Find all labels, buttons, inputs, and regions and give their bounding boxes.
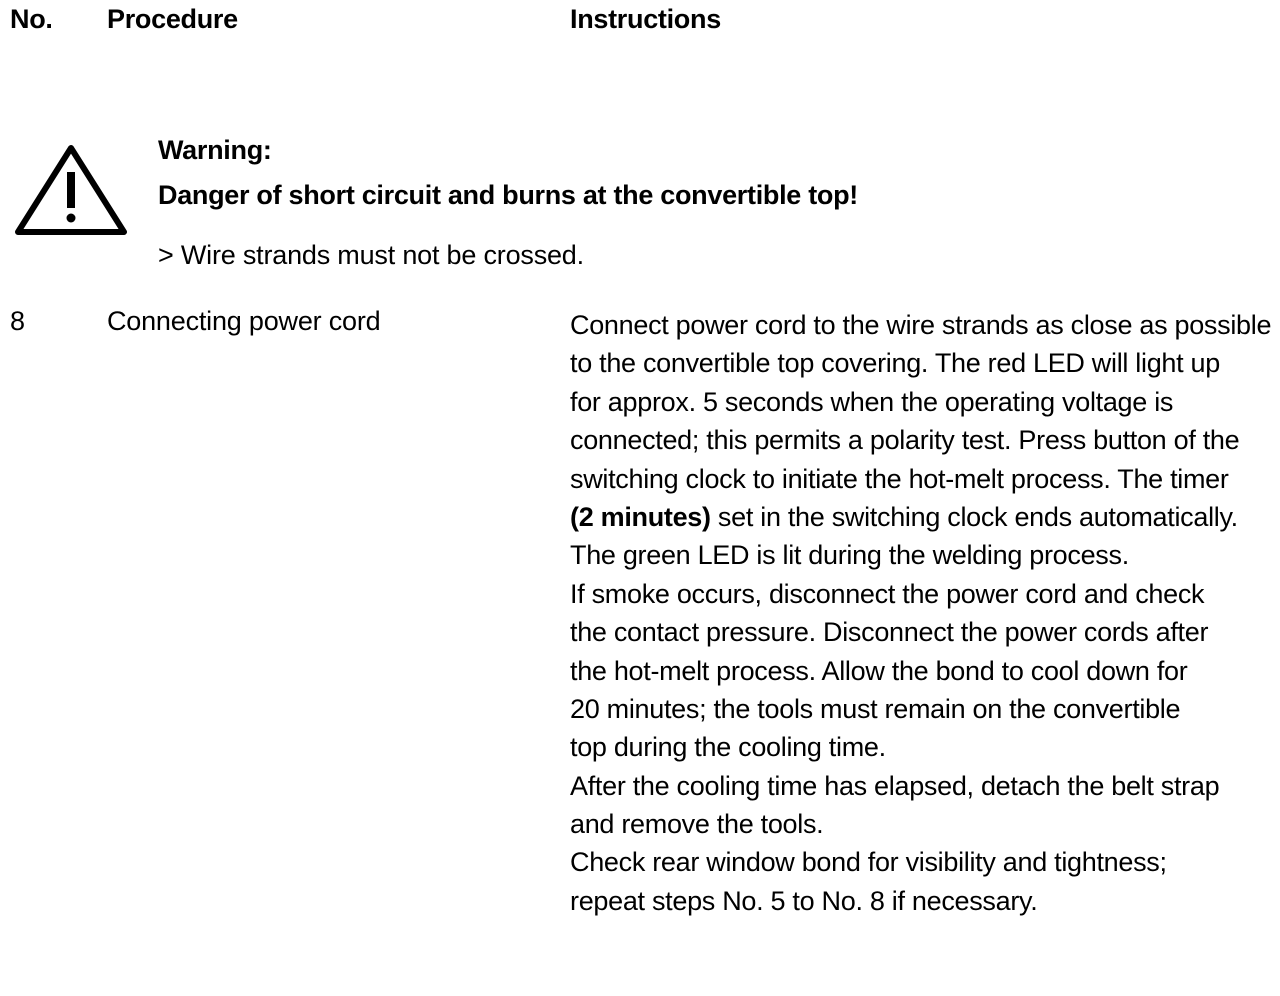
instruction-line: If smoke occurs, disconnect the power cord and check: [570, 578, 1205, 609]
warning-triangle-icon: [12, 140, 130, 240]
step-procedure: Connecting power cord: [107, 306, 381, 336]
instruction-line: the contact pressure. Disconnect the power cords after: [570, 617, 1209, 648]
column-header-procedure: Procedure: [107, 4, 238, 34]
instruction-line-rest: set in the switching clock ends automatically.: [710, 501, 1238, 532]
warning-text: Danger of short circuit and burns at the convertible top!: [158, 180, 858, 210]
instruction-line: Check rear window bond for visibility and tightness;: [570, 847, 1167, 878]
instruction-line: and remove the tools.: [570, 809, 824, 840]
instruction-line: 20 minutes; the tools must remain on the convertible: [570, 693, 1181, 724]
instruction-line: The green LED is lit during the welding process.: [570, 540, 1129, 571]
instruction-line: repeat steps No. 5 to No. 8 if necessary.: [570, 885, 1038, 916]
instruction-line: connected; this permits a polarity test. Press button of the: [570, 425, 1240, 456]
column-header-instructions: Instructions: [570, 4, 721, 34]
instruction-line: the hot-melt process. Allow the bond to cool down for: [570, 655, 1188, 686]
instruction-line: to the convertible top covering. The red LED will light up: [570, 348, 1220, 379]
column-header-no: No.: [10, 4, 53, 34]
instruction-line: top during the cooling time.: [570, 732, 886, 763]
step-number: 8: [10, 306, 26, 336]
instruction-line: for approx. 5 seconds when the operating voltage is: [570, 386, 1174, 417]
timer-duration: (2 minutes): [570, 501, 711, 532]
instruction-line: After the cooling time has elapsed, detach the belt strap: [570, 770, 1220, 801]
step-instructions: [570, 306, 1270, 920]
instruction-line: [570, 498, 1270, 536]
warning-note: > Wire strands must not be crossed.: [158, 240, 584, 270]
warning-title: Warning:: [158, 135, 272, 165]
instruction-line: Connect power cord to the wire strands as close as possible: [570, 310, 1272, 340]
instruction-line: switching clock to initiate the hot-melt process. The timer: [570, 463, 1229, 494]
